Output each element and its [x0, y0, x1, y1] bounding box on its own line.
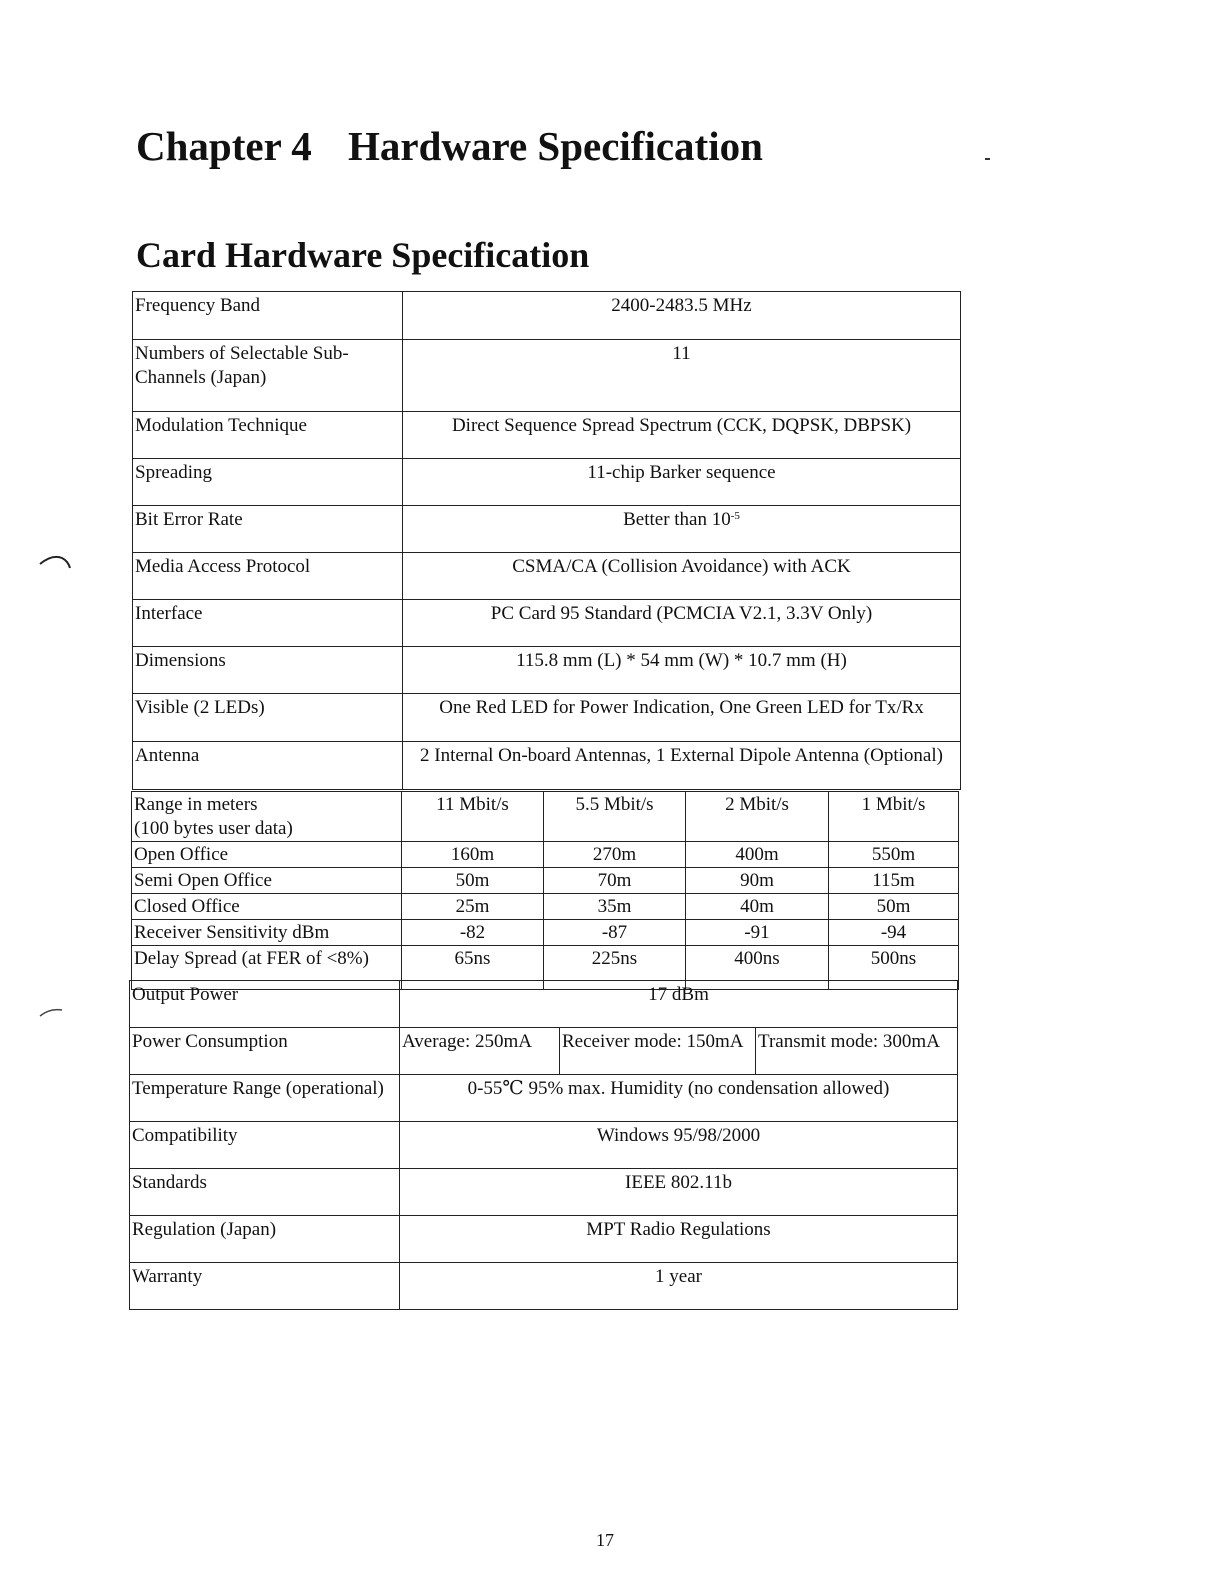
margin-mark-icon [36, 1004, 82, 1020]
spec-value: MPT Radio Regulations [400, 1216, 958, 1263]
rate-header: 2 Mbit/s [686, 792, 829, 842]
table-row [130, 1028, 958, 1075]
range-value: -94 [829, 920, 959, 946]
table-row [133, 600, 961, 647]
scan-mark [985, 158, 990, 160]
page-number: 17 [596, 1530, 614, 1550]
power-receiver: Receiver mode: 150mA [560, 1028, 756, 1075]
spec-value: 115.8 mm (L) * 54 mm (W) * 10.7 mm (H) [403, 647, 961, 694]
spec-label: Bit Error Rate [133, 506, 403, 553]
range-value: 400m [686, 842, 829, 868]
table-row [133, 459, 961, 506]
table-row [133, 694, 961, 742]
spec-label: Frequency Band [133, 292, 403, 340]
spec-label: Visible (2 LEDs) [133, 694, 403, 742]
rate-header: 11 Mbit/s [402, 792, 544, 842]
spec-label: Compatibility [130, 1122, 400, 1169]
table-row [133, 292, 961, 340]
ber-exponent: -5 [730, 510, 740, 522]
spec-value: 2400-2483.5 MHz [403, 292, 961, 340]
spec-value: Direct Sequence Spread Spectrum (CCK, DQPSK, DBPSK) [403, 412, 961, 459]
chapter-title: Hardware Specification [348, 123, 763, 169]
spec-table-bottom [129, 980, 958, 1310]
range-value: 40m [686, 894, 829, 920]
table-row [132, 920, 959, 946]
table-row [133, 340, 961, 412]
range-header-label [132, 792, 402, 842]
table-row [130, 981, 958, 1028]
rate-header: 5.5 Mbit/s [544, 792, 686, 842]
range-value: 225ns [544, 946, 686, 990]
spec-value: CSMA/CA (Collision Avoidance) with ACK [403, 553, 961, 600]
range-value: -87 [544, 920, 686, 946]
range-value: 550m [829, 842, 959, 868]
spec-value: Windows 95/98/2000 [400, 1122, 958, 1169]
range-value: 160m [402, 842, 544, 868]
range-row-label: Delay Spread (at FER of <8%) [132, 946, 402, 990]
spec-value: PC Card 95 Standard (PCMCIA V2.1, 3.3V Only) [403, 600, 961, 647]
spec-table-top [132, 291, 961, 790]
range-value: 115m [829, 868, 959, 894]
spec-label: Numbers of Selectable Sub-Channels (Japan) [133, 340, 403, 412]
range-value: 35m [544, 894, 686, 920]
spec-value: 1 year [400, 1263, 958, 1310]
table-row [133, 412, 961, 459]
spec-label: Modulation Technique [133, 412, 403, 459]
spec-label: Output Power [130, 981, 400, 1028]
spec-label: Warranty [130, 1263, 400, 1310]
power-transmit: Transmit mode: 300mA [756, 1028, 958, 1075]
table-row [130, 1075, 958, 1122]
range-subtitle: (100 bytes user data) [134, 818, 293, 839]
table-row [130, 1263, 958, 1310]
spec-label: Antenna [133, 742, 403, 790]
spec-label: Power Consumption [130, 1028, 400, 1075]
spec-label: Regulation (Japan) [130, 1216, 400, 1263]
spec-value: IEEE 802.11b [400, 1169, 958, 1216]
range-row-label: Semi Open Office [132, 868, 402, 894]
spec-value: 2 Internal On-board Antennas, 1 External Dipole Antenna (Optional) [403, 742, 961, 790]
table-row [133, 742, 961, 790]
range-table [131, 791, 959, 990]
table-row [132, 792, 959, 842]
range-value: 65ns [402, 946, 544, 990]
table-row [133, 506, 961, 553]
chapter-heading [136, 122, 763, 170]
spec-label: Temperature Range (operational) [130, 1075, 400, 1122]
table-row [132, 842, 959, 868]
range-value: 70m [544, 868, 686, 894]
section-title: Card Hardware Specification [136, 235, 590, 275]
range-value: 90m [686, 868, 829, 894]
spec-label: Dimensions [133, 647, 403, 694]
range-value: 50m [829, 894, 959, 920]
margin-mark-icon [36, 552, 82, 572]
spec-value [403, 506, 961, 553]
range-value: 270m [544, 842, 686, 868]
range-value: 25m [402, 894, 544, 920]
table-row [133, 647, 961, 694]
ber-base: Better than 10 [623, 509, 731, 530]
range-value: 500ns [829, 946, 959, 990]
spec-value: 11 [403, 340, 961, 412]
range-value: -82 [402, 920, 544, 946]
spec-value: One Red LED for Power Indication, One Green LED for Tx/Rx [403, 694, 961, 742]
spec-label: Standards [130, 1169, 400, 1216]
range-row-label: Open Office [132, 842, 402, 868]
table-row [132, 894, 959, 920]
table-row [132, 868, 959, 894]
chapter-number: Chapter 4 [136, 123, 312, 169]
spec-label: Media Access Protocol [133, 553, 403, 600]
table-row [133, 553, 961, 600]
rate-header: 1 Mbit/s [829, 792, 959, 842]
power-average: Average: 250mA [400, 1028, 560, 1075]
spec-value: 0-55℃ 95% max. Humidity (no condensation allowed) [400, 1075, 958, 1122]
range-title: Range in meters [134, 794, 258, 815]
spec-value: 17 dBm [400, 981, 958, 1028]
spec-label: Interface [133, 600, 403, 647]
range-row-label: Closed Office [132, 894, 402, 920]
range-value: 400ns [686, 946, 829, 990]
table-row [130, 1122, 958, 1169]
spec-value: 11-chip Barker sequence [403, 459, 961, 506]
table-row [130, 1216, 958, 1263]
range-value: 50m [402, 868, 544, 894]
table-row [130, 1169, 958, 1216]
range-value: -91 [686, 920, 829, 946]
spec-label: Spreading [133, 459, 403, 506]
range-row-label: Receiver Sensitivity dBm [132, 920, 402, 946]
